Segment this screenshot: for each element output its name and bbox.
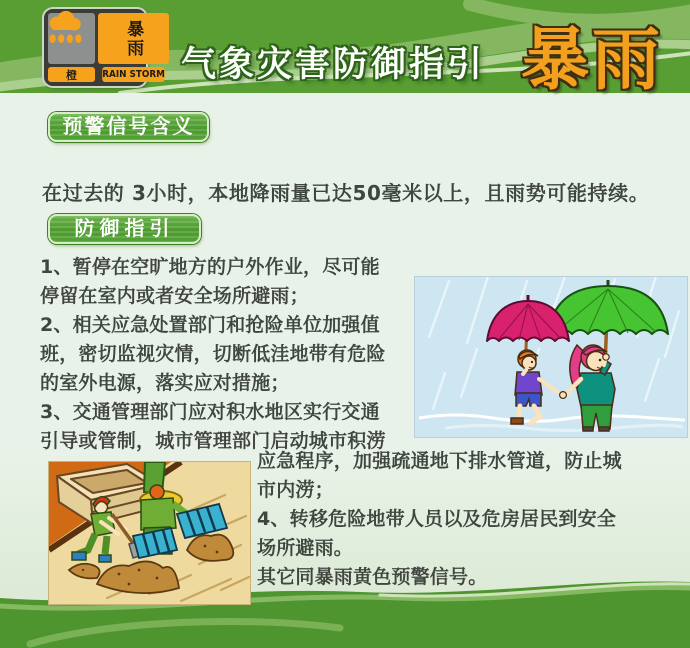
- badge-signal-meaning: 预警信号含义: [48, 112, 209, 142]
- hazard-name: 暴雨: [521, 21, 664, 100]
- rain-cloud-icon: [48, 13, 95, 64]
- guide-text-right-column: [257, 447, 687, 592]
- page-title: 气象灾害防御指引: [181, 45, 486, 85]
- badge-defense-guide: 防御指引: [48, 214, 201, 244]
- guide-text-line: 4、转移危险地带人员以及危房居民到安全: [257, 508, 617, 530]
- guide-text-line: 市内涝；: [257, 479, 334, 501]
- guide-text-line: 场所避雨。: [257, 537, 354, 559]
- guide-text-line: 1、暂停在空旷地方的户外作业，尽可能: [40, 256, 380, 278]
- guide-text-line: 的室外电源，落实应对措施；: [40, 372, 290, 394]
- guide-text-line: 3、交通管理部门应对积水地区实行交通: [40, 401, 380, 423]
- guide-text-line: 应急程序，加强疏通地下排水管道，防止城: [257, 450, 622, 472]
- sign-hazard-label: 暴雨: [98, 13, 169, 64]
- drain-clearing-illustration: [49, 462, 250, 604]
- guide-text-line: 停留在室内或者安全场所避雨；: [40, 285, 309, 307]
- guide-text-line: 其它同暴雨黄色预警信号。: [257, 566, 488, 588]
- sign-level-label: 橙: [48, 67, 95, 82]
- guide-text-left-column: [40, 253, 422, 456]
- signal-meaning-text: 在过去的 3小时，本地降雨量已达50毫米以上，且雨势可能持续。: [42, 181, 650, 205]
- sign-english-label: RAIN STORM: [102, 69, 165, 80]
- guide-text-line: 引导或管制，城市管理部门启动城市积涝: [40, 430, 386, 452]
- guide-text-line: 班，密切监视灾情，切断低洼地带有危险: [40, 343, 386, 365]
- rainstorm-warning-sign: [44, 9, 165, 86]
- umbrella-rain-illustration: [415, 277, 687, 437]
- header-banner: [0, 0, 690, 100]
- guide-text-line: 2、相关应急处置部门和抢险单位加强值: [40, 314, 380, 336]
